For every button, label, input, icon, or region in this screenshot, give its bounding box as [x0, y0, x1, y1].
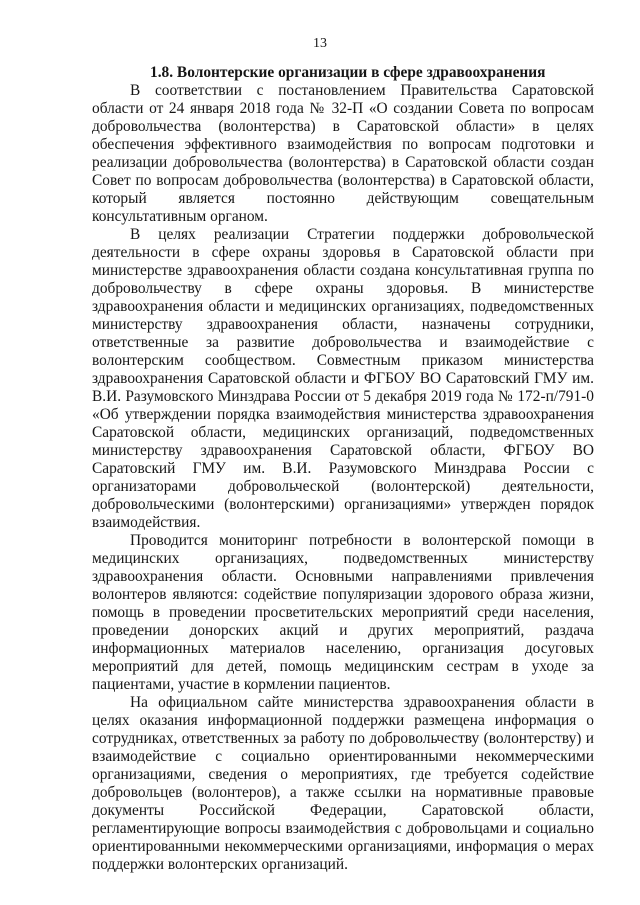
paragraph-official-website: На официальном сайте министерства здравоохранения области в целях оказания информационной поддержки размещена информация о сотрудниках, ответственных за работу по добровольчеству (волонтерству) и взаимодействие с социально ориентированными некоммерческими организациями, сведения о мероприятиях, где требуется содействие добровольцев (волонтеров), а также ссылки на нормативные правовые документы Российской Федерации, Саратовской области, регламентирующие вопросы взаимодействия с добровольцами и социально ориентированными некоммерческими организациями, информация о мерах поддержки волонтерских организаций.	[92, 694, 594, 873]
paragraph-volunteer-council: В соответствии с постановлением Правительства Саратовской области от 24 января 2018 года № 32-П «О создании Совета по вопросам добровольчества (волонтерства) в Саратовской области» в целях обеспечения эффективного взаимодействия по вопросам подготовки и реализации добровольчества (волонтерства) в Саратовской области создан Совет по вопросам добровольчества (волонтерства) в Саратовской области, который является постоянно действующим совещательным консультативным органом.	[92, 82, 594, 225]
section-content	[92, 64, 594, 874]
paragraph-monitoring: Проводится мониторинг потребности в волонтерской помощи в медицинских организациях, подведомственных министерству здравоохранения области. Основными направлениями привлечения волонтеров являются: содействие популяризации здорового образа жизни, помощь в проведении просветительских мероприятий среди населения, проведении донорских акций и других мероприятий, раздача информационных материалов населению, организация досуговых мероприятий для детей, помощь медицинским сестрам в уходе за пациентами, участие в кормлении пациентов.	[92, 532, 594, 693]
section-heading: 1.8. Волонтерские организации в сфере здравоохранения	[150, 64, 546, 81]
paragraph-strategy-implementation: В целях реализации Стратегии поддержки добровольческой деятельности в сфере охраны здоровья в Саратовской области при министерстве здравоохранения области создана консультативная группа по добровольчеству в сфере охраны здоровья. В министерстве здравоохранения области и медицинских организациях, подведомственных министерству здравоохранения области, назначены сотрудники, ответственные за развитие добровольчества и взаимодействие с волонтерским сообществом. Совместным приказом министерства здравоохранения Саратовской области и ФГБОУ ВО Саратовский ГМУ им. В.И. Разумовского Минздрава России от 5 декабря 2019 года № 172-п/791-0 «Об утверждении порядка взаимодействия министерства здравоохранения Саратовской области, медицинских организаций, подведомственных министерству здравоохранения Саратовской области, ФГБОУ ВО Саратовский ГМУ им. В.И. Разумовского Минздрава России с организаторами добровольческой (волонтерской) деятельности, добровольческими (волонтерскими) организациями» утвержден порядок взаимодействия.	[92, 226, 594, 531]
page-number: 13	[313, 36, 327, 51]
